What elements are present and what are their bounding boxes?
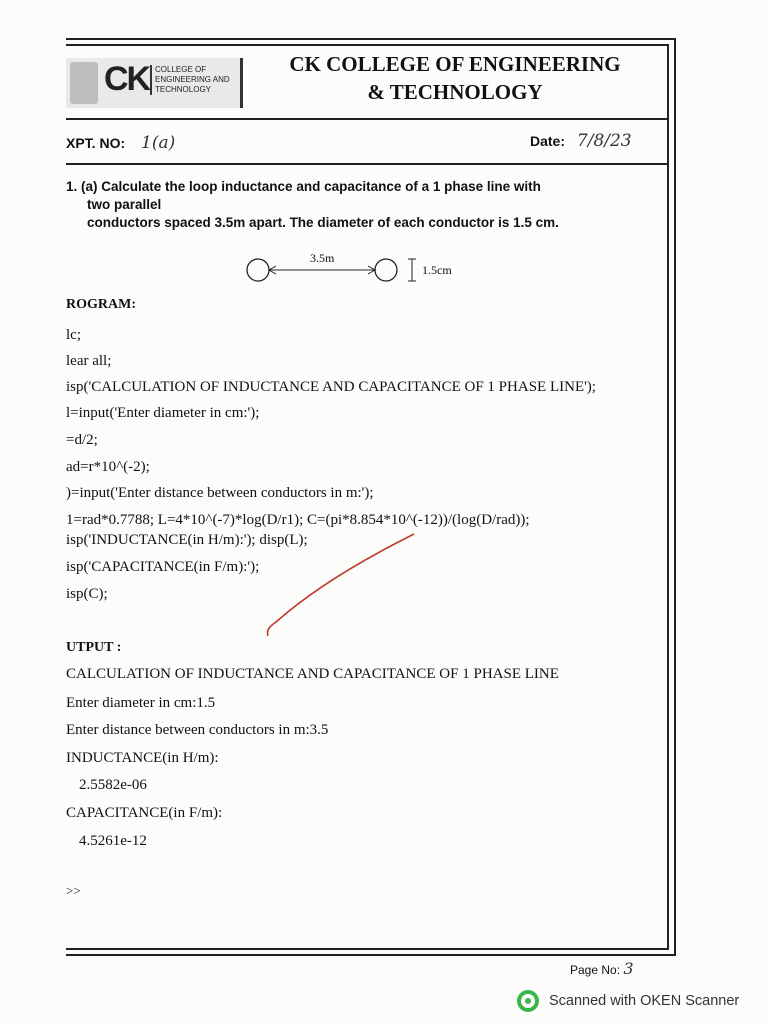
logo-text — [150, 65, 230, 95]
header-divider — [66, 118, 669, 120]
code-line: isp('INDUCTANCE(in H/m):'); disp(L); — [66, 532, 308, 548]
page-number — [570, 959, 634, 978]
code-line: isp('CAPACITANCE(in F/m):'); — [66, 559, 260, 575]
output-line: CALCULATION OF INDUCTANCE AND CAPACITANCE OF 1 PHASE LINE — [66, 666, 559, 682]
code-line: isp(C); — [66, 586, 108, 602]
experiment-divider — [66, 163, 669, 165]
logo-line-3: TECHNOLOGY — [155, 85, 212, 94]
experiment-number-value: 1(a) — [141, 133, 176, 153]
question — [66, 178, 646, 232]
output-line: Enter distance between conductors in m:3.5 — [66, 722, 329, 738]
logo-line-2: ENGINEERING AND — [155, 75, 230, 84]
output-line: CAPACITANCE(in F/m): — [66, 805, 223, 821]
page-number-label: Page No: — [570, 963, 621, 977]
question-line-3: conductors spaced 3.5m apart. The diameter of each conductor is 1.5 cm. — [87, 215, 559, 230]
output-line: INDUCTANCE(in H/m): — [66, 750, 219, 766]
program-heading: ROGRAM: — [66, 297, 136, 312]
experiment-number-label: XPT. NO: — [66, 135, 126, 151]
date-value: 7/8/23 — [576, 131, 632, 151]
output-heading: UTPUT : — [66, 640, 122, 655]
logo-mark: CK — [104, 60, 150, 98]
code-line: lc; — [66, 327, 81, 343]
code-line: l=input('Enter diameter in cm:'); — [66, 405, 260, 421]
scanner-text: Scanned with OKEN Scanner — [549, 993, 740, 1009]
college-title — [250, 50, 660, 106]
conductor-diagram — [240, 250, 480, 286]
question-line-2: two parallel — [87, 197, 162, 212]
college-title-line-1: CK COLLEGE OF ENGINEERING — [289, 52, 621, 76]
diameter-label: 1.5cm — [422, 263, 452, 277]
question-line-1 — [66, 178, 646, 196]
page-number-value: 3 — [623, 959, 634, 978]
emblem-icon — [70, 62, 98, 104]
conductor-right-icon — [375, 259, 397, 281]
code-line: =d/2; — [66, 432, 98, 448]
conductor-left-icon — [247, 259, 269, 281]
college-logo — [66, 58, 243, 108]
code-line: ad=r*10^(-2); — [66, 459, 150, 475]
date-label: Date: — [530, 133, 566, 149]
code-line: lear all; — [66, 353, 112, 369]
output-value: 2.5582e-06 — [79, 777, 147, 793]
college-title-line-2: & TECHNOLOGY — [367, 80, 543, 104]
logo-line-1: COLLEGE OF — [155, 65, 207, 74]
output-value: 4.5261e-12 — [79, 833, 147, 849]
experiment-number — [66, 133, 175, 153]
output-prompt: >> — [66, 883, 81, 898]
code-line: )=input('Enter distance between conductors in m:'); — [66, 485, 374, 501]
code-line: isp('CALCULATION OF INDUCTANCE AND CAPACITANCE OF 1 PHASE LINE'); — [66, 379, 596, 395]
spacing-label: 3.5m — [310, 251, 335, 265]
scanner-logo-icon — [517, 990, 539, 1012]
experiment-date — [530, 131, 632, 151]
code-line: 1=rad*0.7788; L=4*10^(-7)*log(D/r1); C=(pi*8.854*10^(-12))/(log(D/rad)); — [66, 512, 530, 528]
teacher-check-mark-icon — [262, 530, 422, 640]
question-number: 1. — [66, 179, 78, 194]
output-line: Enter diameter in cm:1.5 — [66, 695, 216, 711]
question-text-1: (a) Calculate the loop inductance and capacitance of a 1 phase line with — [81, 179, 541, 194]
scanner-watermark — [517, 990, 739, 1012]
